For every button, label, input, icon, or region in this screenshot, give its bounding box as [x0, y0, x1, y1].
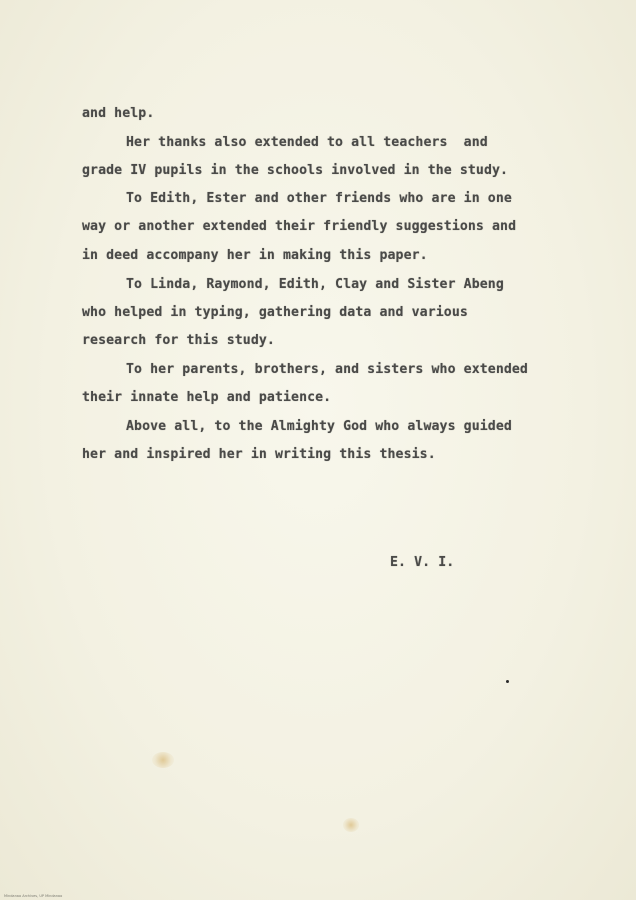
- ink-speck: [506, 680, 509, 683]
- text-line: grade IV pupils in the schools involved in the study.: [82, 163, 509, 178]
- text-line: research for this study.: [82, 333, 275, 348]
- text-line: To her parents, brothers, and sisters who extended: [126, 362, 528, 377]
- footer-note: Mindanao Archives, UP Mindanao: [4, 894, 63, 898]
- stain-mark: [343, 818, 359, 832]
- text-line: in deed accompany her in making this paper.: [82, 248, 428, 263]
- text-line: way or another extended their friendly suggestions and: [82, 219, 517, 234]
- text-line: her and inspired her in writing this thesis.: [82, 447, 436, 462]
- text-line: their innate help and patience.: [82, 390, 332, 405]
- text-line: Above all, to the Almighty God who always guided: [126, 419, 512, 434]
- text-line: Her thanks also extended to all teachers and: [126, 135, 488, 150]
- text-line: and help.: [82, 106, 155, 121]
- stain-mark: [152, 752, 174, 768]
- text-line: To Linda, Raymond, Edith, Clay and Sister Abeng: [126, 277, 504, 292]
- text-line: To Edith, Ester and other friends who are in one: [126, 191, 512, 206]
- text-line: who helped in typing, gathering data and various: [82, 305, 468, 320]
- author-initials: E. V. I.: [390, 555, 455, 570]
